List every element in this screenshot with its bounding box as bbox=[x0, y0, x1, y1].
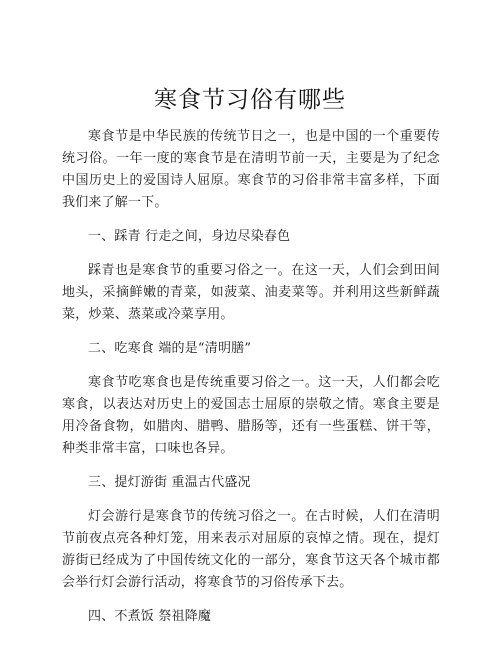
section-2-paragraph: 寒食节吃寒食也是传统重要习俗之一。这一天，人们都会吃寒食，以表达对历史上的爱国志士屈原的崇敬之情。寒食主要是用冷备食物，如腊肉、腊鸭、腊肠等，还有一些蛋糕、饼干等，种类非常丰富，口味也各异。 bbox=[62, 375, 440, 456]
document-title: 寒食节习俗有哪些 bbox=[154, 87, 346, 113]
section-1-paragraph: 踩青也是寒食节的重要习俗之一。在这一天，人们会到田间地头，采摘鲜嫩的青菜，如菠菜、油麦菜等。并利用这些新鲜蔬菜，炒菜、蒸菜或冷菜享用。 bbox=[62, 263, 440, 322]
section-4-heading: 四、不煮饭 祭祖降魔 bbox=[88, 609, 212, 624]
document-body bbox=[62, 126, 440, 640]
section-3-paragraph: 灯会游行是寒食节的传统习俗之一。在古时候，人们在清明节前夜点亮各种灯笼，用来表示对屈原的哀悼之情。现在，提灯游街已经成为了中国传统文化的一部分，寒食节这天各个城市都会举行灯会游行活动，将寒食节的习俗传承下去。 bbox=[62, 509, 440, 590]
intro-paragraph: 寒食节是中华民族的传统节日之一，也是中国的一个重要传统习俗。一年一度的寒食节是在清明节前一天，主要是为了纪念中国历史上的爱国诗人屈原。寒食节的习俗非常丰富多样，下面我们来了解一下。 bbox=[62, 129, 440, 210]
section-1-heading: 一、踩青 行走之间，身边尽染春色 bbox=[88, 229, 291, 244]
section-2-heading: 二、吃寒食 端的是“清明膳” bbox=[88, 341, 252, 356]
section-3-heading: 三、提灯游街 重温古代盛况 bbox=[88, 475, 251, 490]
